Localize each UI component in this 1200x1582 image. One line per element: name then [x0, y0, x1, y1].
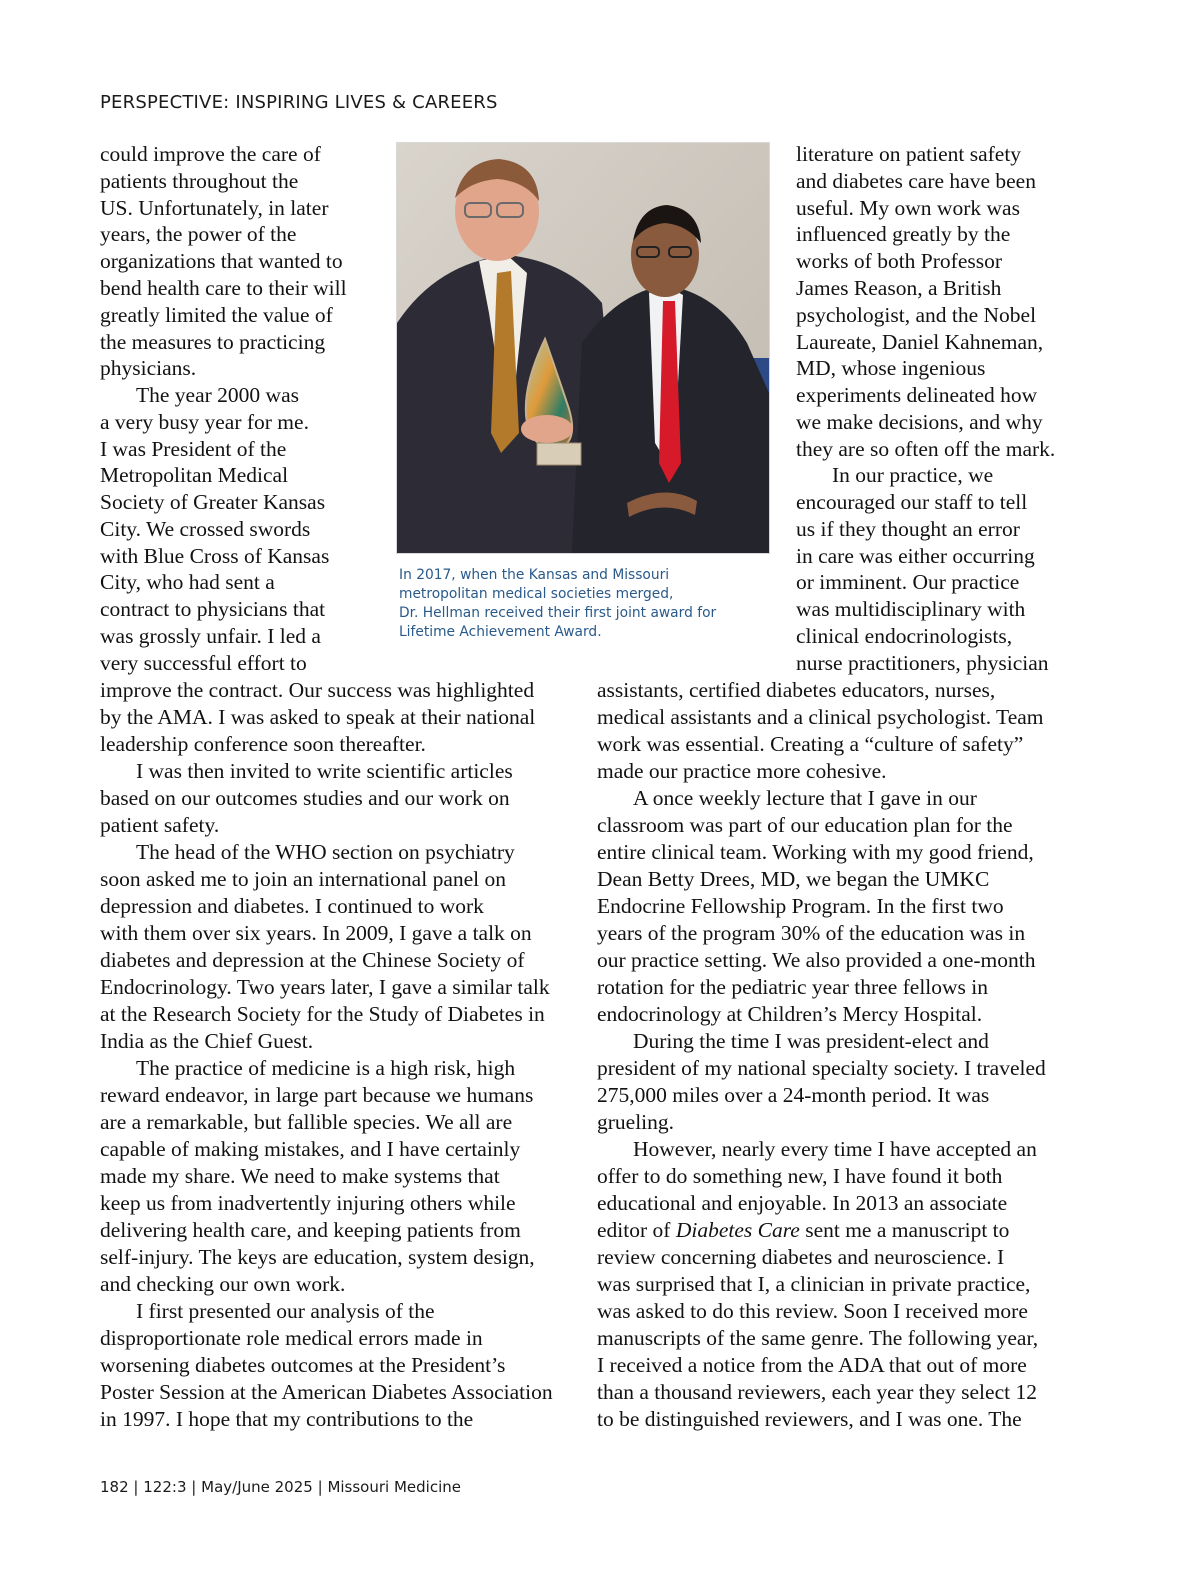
text-line: physicians.	[100, 356, 197, 380]
text-line: patient safety.	[100, 813, 220, 837]
text-line: grueling.	[597, 1110, 675, 1134]
text-line: useful. My own work was	[796, 196, 1020, 220]
issue-number: 122:3	[143, 1478, 187, 1496]
text-line: are a remarkable, but fallible species. We all are	[100, 1110, 513, 1134]
text-line: our practice setting. We also provided a one-month	[597, 948, 1036, 972]
text-line: a very busy year for me.	[100, 410, 309, 434]
text-line: entire clinical team. Working with my good friend,	[597, 840, 1034, 864]
footer-separator: |	[317, 1478, 323, 1496]
text-line: Endocrinology. Two years later, I gave a similar talk	[100, 975, 550, 999]
text-line: disproportionate role medical errors made in	[100, 1326, 483, 1350]
text-line: the measures to practicing	[100, 330, 326, 354]
award-photo	[396, 142, 770, 554]
text-line: was grossly unfair. I led a	[100, 624, 321, 648]
text-line: The year 2000 was	[136, 383, 299, 407]
text-line: years of the program 30% of the education was in	[597, 921, 1026, 945]
award-photo-illustration	[397, 143, 769, 553]
text-line: and checking our own work.	[100, 1272, 346, 1296]
text-line: work was essential. Creating a “culture of safety”	[597, 732, 1024, 756]
text-line: encouraged our staff to tell	[796, 490, 1028, 514]
text-line: greatly limited the value of	[100, 303, 333, 327]
text-line: delivering health care, and keeping patients from	[100, 1218, 521, 1242]
text-line: India as the Chief Guest.	[100, 1029, 314, 1053]
text-line: leadership conference soon thereafter.	[100, 732, 426, 756]
text-line: made my share. We need to make systems that	[100, 1164, 500, 1188]
text-line: depression and diabetes. I continued to work	[100, 894, 484, 918]
page-footer	[100, 1478, 461, 1496]
text-line: Metropolitan Medical	[100, 463, 289, 487]
text-run: editor of	[597, 1218, 676, 1242]
text-line: patients throughout the	[100, 169, 299, 193]
text-line: soon asked me to join an international panel on	[100, 867, 507, 891]
text-line: diabetes and depression at the Chinese Society of	[100, 948, 525, 972]
text-line: City, who had sent a	[100, 570, 275, 594]
text-line: could improve the care of	[100, 142, 321, 166]
journal-name: Missouri Medicine	[327, 1478, 461, 1496]
text-line: capable of making mistakes, and I have certainly	[100, 1137, 521, 1161]
text-line: us if they thought an error	[796, 517, 1020, 541]
text-line: to be distinguished reviewers, and I was one. The	[597, 1407, 1022, 1431]
text-line: clinical endocrinologists,	[796, 624, 1013, 648]
text-line: made our practice more cohesive.	[597, 759, 887, 783]
text-line: was asked to do this review. Soon I received more	[597, 1299, 1028, 1323]
issue-date: May/June 2025	[201, 1478, 313, 1496]
text-line: was surprised that I, a clinician in private practice,	[597, 1272, 1031, 1296]
text-line: than a thousand reviewers, each year they select 12	[597, 1380, 1037, 1404]
text-line: Dean Betty Drees, MD, we began the UMKC	[597, 867, 990, 891]
text-line: bend health care to their will	[100, 276, 347, 300]
text-line: manuscripts of the same genre. The following year,	[597, 1326, 1039, 1350]
footer-separator: |	[133, 1478, 139, 1496]
caption-line: In 2017, when the Kansas and Missouri	[399, 567, 670, 583]
text-line: we make decisions, and why	[796, 410, 1043, 434]
text-line: works of both Professor	[796, 249, 1003, 273]
text-line: very successful effort to	[100, 651, 307, 675]
text-line: I was then invited to write scientific articles	[136, 759, 513, 783]
text-line: However, nearly every time I have accepted an	[633, 1137, 1037, 1161]
text-line: review concerning diabetes and neuroscience. I	[597, 1245, 1005, 1269]
text-line: in care was either occurring	[796, 544, 1035, 568]
text-line: Endocrine Fellowship Program. In the first two	[597, 894, 1004, 918]
text-line: Society of Greater Kansas	[100, 490, 326, 514]
text-line: classroom was part of our education plan for the	[597, 813, 1013, 837]
text-line: nurse practitioners, physician	[796, 651, 1049, 675]
text-line: literature on patient safety	[796, 142, 1022, 166]
text-line: organizations that wanted to	[100, 249, 343, 273]
text-line: I first presented our analysis of the	[136, 1299, 435, 1323]
caption-line: Lifetime Achievement Award.	[399, 624, 602, 640]
text-line: by the AMA. I was asked to speak at their national	[100, 705, 536, 729]
text-line: they are so often off the mark.	[796, 437, 1056, 461]
photo-caption	[399, 566, 769, 642]
text-line: City. We crossed swords	[100, 517, 311, 541]
caption-line: metropolitan medical societies merged,	[399, 586, 674, 602]
text-line: years, the power of the	[100, 222, 297, 246]
text-line	[597, 1217, 1009, 1244]
text-line: MD, whose ingenious	[796, 356, 986, 380]
text-line: The practice of medicine is a high risk, high	[136, 1056, 516, 1080]
text-line: president of my national specialty society. I traveled	[597, 1056, 1046, 1080]
text-line: reward endeavor, in large part because we humans	[100, 1083, 534, 1107]
text-line: based on our outcomes studies and our work on	[100, 786, 510, 810]
text-line: at the Research Society for the Study of Diabetes in	[100, 1002, 545, 1026]
text-line: with them over six years. In 2009, I gave a talk on	[100, 921, 532, 945]
section-header: PERSPECTIVE: INSPIRING LIVES & CAREERS	[100, 92, 498, 113]
text-line: During the time I was president-elect and	[633, 1029, 989, 1053]
text-line: I received a notice from the ADA that out of more	[597, 1353, 1027, 1377]
text-line: and diabetes care have been	[796, 169, 1036, 193]
text-line: psychologist, and the Nobel	[796, 303, 1037, 327]
text-line: assistants, certified diabetes educators, nurses,	[597, 678, 996, 702]
text-run: sent me a manuscript to	[799, 1218, 1010, 1242]
text-line: 275,000 miles over a 24-month period. It was	[597, 1083, 990, 1107]
text-line: worsening diabetes outcomes at the President’s	[100, 1353, 506, 1377]
text-line: rotation for the pediatric year three fellows in	[597, 975, 989, 999]
text-line: educational and enjoyable. In 2013 an associate	[597, 1191, 1008, 1215]
text-line: offer to do something new, I have found it both	[597, 1164, 1003, 1188]
text-line: The head of the WHO section on psychiatry	[136, 840, 515, 864]
text-line: In our practice, we	[832, 463, 994, 487]
text-line: endocrinology at Children’s Mercy Hospital.	[597, 1002, 983, 1026]
text-line: medical assistants and a clinical psychologist. Team	[597, 705, 1044, 729]
text-line: A once weekly lecture that I gave in our	[633, 786, 977, 810]
text-line: or imminent. Our practice	[796, 570, 1020, 594]
text-line: James Reason, a British	[796, 276, 1002, 300]
text-line: Laureate, Daniel Kahneman,	[796, 330, 1044, 354]
text-line: with Blue Cross of Kansas	[100, 544, 330, 568]
text-line: was multidisciplinary with	[796, 597, 1026, 621]
text-line: contract to physicians that	[100, 597, 326, 621]
text-line: improve the contract. Our success was highlighted	[100, 678, 535, 702]
text-line: keep us from inadvertently injuring others while	[100, 1191, 516, 1215]
caption-line: Dr. Hellman received their first joint award for	[399, 605, 717, 621]
text-line: Poster Session at the American Diabetes Association	[100, 1380, 553, 1404]
text-line: experiments delineated how	[796, 383, 1038, 407]
page-number: 182	[100, 1478, 129, 1496]
footer-separator: |	[191, 1478, 197, 1496]
journal-title: Diabetes Care	[675, 1218, 800, 1242]
text-line: influenced greatly by the	[796, 222, 1011, 246]
text-line: I was President of the	[100, 437, 287, 461]
text-line: self-injury. The keys are education, system design,	[100, 1245, 535, 1269]
text-line: in 1997. I hope that my contributions to the	[100, 1407, 474, 1431]
text-line: US. Unfortunately, in later	[100, 196, 329, 220]
